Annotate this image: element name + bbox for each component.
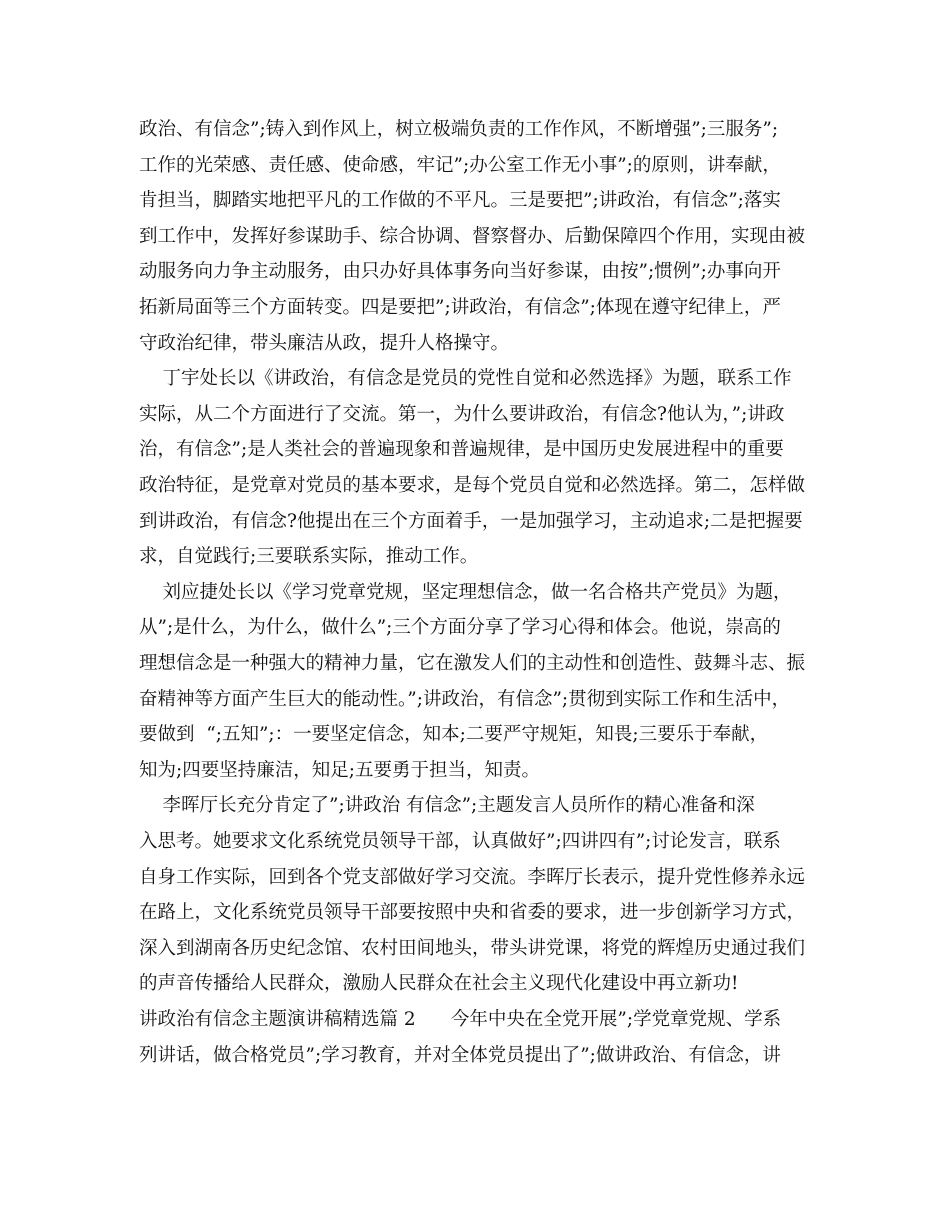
- text-line: 在路上，文化系统党员领导干部要按照中央和省委的要求，进一步创新学习方式，: [139, 902, 806, 924]
- text-line: 李晖厅长充分肯定了”;讲政治 有信念”;主题发言人员所作的精心准备和深: [139, 795, 755, 817]
- text-line: 入思考。她要求文化系统党员领导干部，认真做好”;四讲四有”;讨论发言，联系: [139, 831, 781, 852]
- text-line: 工作的光荣感、责任感、使命感，牢记”;办公室工作无小事”;的原则，讲奉献，: [139, 154, 781, 176]
- text-line: 到讲政治，有信念?他提出在三个方面着手，一是加强学习，主动追求;二是把握要: [139, 510, 803, 532]
- text-line: 奋精神等方面产生巨大的能动性。”;讲政治，有信念”;贯彻到实际工作和生活中，: [139, 688, 791, 710]
- text-line: 自身工作实际，回到各个党支部做好学习交流。李晖厅长表示，提升党性修养永远: [139, 866, 806, 888]
- text-line: 政治、有信念”;铸入到作风上，树立极端负责的工作作风，不断增强”;三服务”;: [139, 119, 779, 140]
- text-line: 动服务向力争主动服务，由只办好具体事务向当好参谋，由按”;惯例”;办事向开: [139, 261, 781, 283]
- text-line: 理想信念是一种强大的精神力量，它在激发人们的主动性和创造性、鼓舞斗志、振: [139, 653, 806, 674]
- text-line: 列讲话，做合格党员”;学习教育，并对全体党员提出了”;做讲政治、有信念，讲: [139, 1044, 781, 1066]
- text-line: 到工作中，发挥好参谋助手、综合协调、督察督办、后勤保障四个作用，实现由被: [139, 225, 806, 247]
- text-line: 肯担当，脚踏实地把平凡的工作做的不平凡。三是要把”;讲政治，有信念”;落实: [139, 190, 781, 212]
- text-line: 拓新局面等三个方面转变。四是要把”;讲政治，有信念”;体现在遵守纪律上，严: [139, 297, 781, 318]
- text-line: 刘应捷处长以《学习党章党规，坚定理想信念，做一名合格共产党员》为题，: [139, 581, 792, 603]
- text-line: 守政治纪律，带头廉洁从政，提升人格操守。: [139, 332, 510, 354]
- text-line: 丁宇处长以《讲政治，有信念是党员的党性自觉和必然选择》为题，联系工作: [139, 368, 792, 390]
- text-line: 实际，从二个方面进行了交流。第一，为什么要讲政治，有信念?他认为，”;讲政: [139, 403, 785, 425]
- text-line: 深入到湖南各历史纪念馆、农村田间地头，带头讲党课，将党的辉煌历史通过我们: [139, 937, 806, 959]
- text-line: 要做到 “;五知”;：一要坚定信念，知本;二要严守规矩，知畏;三要乐于奉献，: [139, 724, 769, 746]
- text-line: 从”;是什么，为什么，做什么”;三个方面分享了学习心得和体会。他说，崇高的: [139, 617, 781, 639]
- text-line: 政治特征，是党章对党员的基本要求，是每个党员自觉和必然选择。第二，怎样做: [139, 475, 806, 496]
- text-line: 知为;四要坚持廉洁，知足;五要勇于担当，知责。: [139, 759, 540, 781]
- text-line: 的声音传播给人民群众，激励人民群众在社会主义现代化建设中再立新功!: [139, 973, 739, 995]
- text-line: 讲政治有信念主题演讲稿精选篇 2 今年中央在全党开展”;学党章党规、学系: [139, 1009, 782, 1030]
- text-line: 求，自觉践行;三要联系实际，推动工作。: [139, 546, 479, 568]
- text-line: 治，有信念”;是人类社会的普遍现象和普遍规律，是中国历史发展进程中的重要: [139, 439, 784, 461]
